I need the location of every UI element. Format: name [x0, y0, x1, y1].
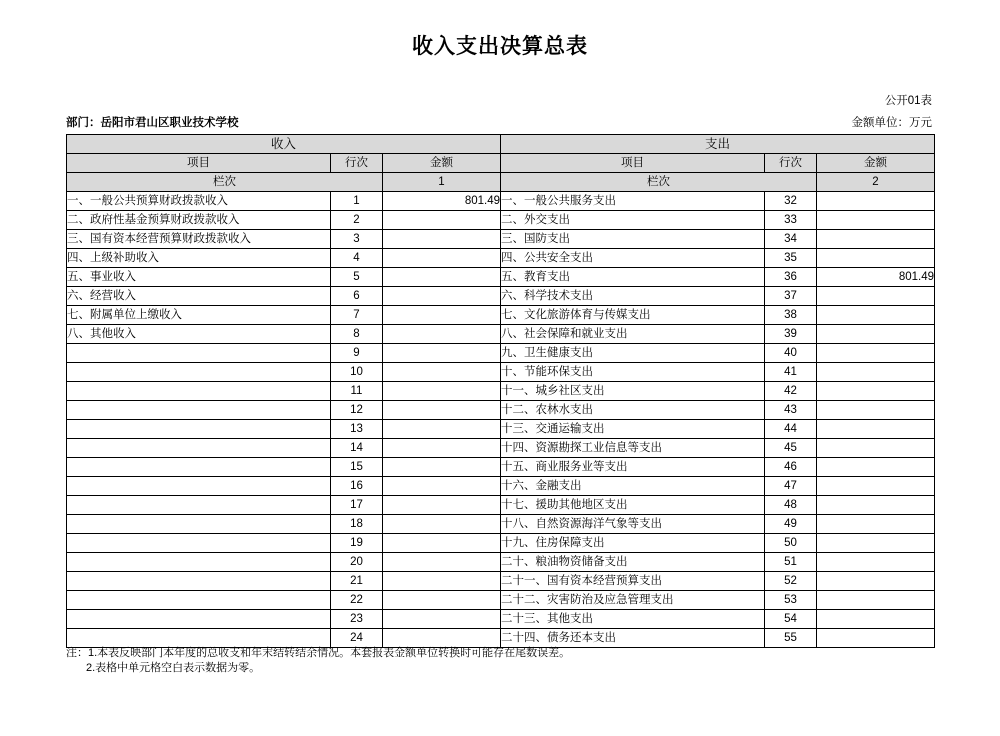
cell-exp-line: 40	[765, 344, 817, 363]
cell-exp-item: 十四、资源勘探工业信息等支出	[501, 439, 765, 458]
cell-exp-item: 十五、商业服务业等支出	[501, 458, 765, 477]
cell-income-amount	[383, 325, 501, 344]
cell-exp-item: 七、文化旅游体育与传媒支出	[501, 306, 765, 325]
table-row	[67, 211, 935, 230]
cell-income-item	[67, 344, 331, 363]
cell-exp-item: 十二、农林水支出	[501, 401, 765, 420]
cell-income-line: 18	[331, 515, 383, 534]
cell-exp-amount	[817, 515, 935, 534]
col-header-income-item: 项目	[67, 154, 331, 173]
cell-income-amount	[383, 534, 501, 553]
cell-exp-line: 43	[765, 401, 817, 420]
table-row	[67, 629, 935, 648]
cell-exp-line: 47	[765, 477, 817, 496]
cell-income-amount	[383, 420, 501, 439]
cell-income-item	[67, 534, 331, 553]
cell-exp-line: 46	[765, 458, 817, 477]
cell-exp-item: 二、外交支出	[501, 211, 765, 230]
cell-exp-amount	[817, 439, 935, 458]
cell-income-line: 6	[331, 287, 383, 306]
table-row	[67, 458, 935, 477]
table-row	[67, 287, 935, 306]
cell-income-line: 9	[331, 344, 383, 363]
table-row	[67, 572, 935, 591]
cell-income-line: 3	[331, 230, 383, 249]
cell-income-amount	[383, 591, 501, 610]
cell-exp-amount	[817, 534, 935, 553]
col-header-income-amount: 金额	[383, 154, 501, 173]
cell-income-item: 一、一般公共预算财政拨款收入	[67, 192, 331, 211]
cell-exp-line: 49	[765, 515, 817, 534]
cell-exp-item: 二十二、灾害防治及应急管理支出	[501, 591, 765, 610]
cell-income-item	[67, 572, 331, 591]
table-row	[67, 344, 935, 363]
column-index-label-income: 栏次	[67, 173, 383, 192]
group-header-expenditure: 支出	[501, 135, 935, 154]
cell-exp-line: 34	[765, 230, 817, 249]
cell-exp-amount	[817, 344, 935, 363]
cell-income-item: 四、上级补助收入	[67, 249, 331, 268]
cell-exp-item: 十九、住房保障支出	[501, 534, 765, 553]
cell-income-amount	[383, 249, 501, 268]
cell-exp-amount	[817, 249, 935, 268]
cell-exp-amount	[817, 211, 935, 230]
col-header-exp-line: 行次	[765, 154, 817, 173]
cell-exp-amount	[817, 591, 935, 610]
cell-exp-amount	[817, 572, 935, 591]
cell-income-item	[67, 458, 331, 477]
cell-income-amount	[383, 401, 501, 420]
cell-income-item: 五、事业收入	[67, 268, 331, 287]
cell-income-item	[67, 629, 331, 648]
cell-income-line: 22	[331, 591, 383, 610]
cell-income-amount	[383, 629, 501, 648]
cell-income-amount	[383, 344, 501, 363]
cell-income-amount	[383, 572, 501, 591]
cell-exp-amount	[817, 458, 935, 477]
cell-exp-item: 四、公共安全支出	[501, 249, 765, 268]
cell-exp-line: 36	[765, 268, 817, 287]
cell-exp-amount	[817, 401, 935, 420]
table-row	[67, 515, 935, 534]
table-body	[67, 192, 935, 648]
cell-income-item	[67, 477, 331, 496]
cell-exp-line: 44	[765, 420, 817, 439]
table-notes	[66, 646, 570, 676]
cell-income-item: 二、政府性基金预算财政拨款收入	[67, 211, 331, 230]
table-row	[67, 420, 935, 439]
cell-exp-item: 二十一、国有资本经营预算支出	[501, 572, 765, 591]
column-index-label-expenditure: 栏次	[501, 173, 817, 192]
cell-exp-item: 十七、援助其他地区支出	[501, 496, 765, 515]
department-label: 部门：岳阳市君山区职业技术学校	[66, 117, 239, 129]
col-header-exp-amount: 金额	[817, 154, 935, 173]
cell-exp-amount	[817, 553, 935, 572]
cell-income-amount	[383, 268, 501, 287]
cell-income-line: 24	[331, 629, 383, 648]
table-row	[67, 382, 935, 401]
page-title: 收入支出决算总表	[412, 35, 588, 58]
table-row	[67, 496, 935, 515]
cell-income-amount	[383, 306, 501, 325]
cell-exp-item: 十、节能环保支出	[501, 363, 765, 382]
cell-exp-line: 53	[765, 591, 817, 610]
cell-exp-line: 37	[765, 287, 817, 306]
table-row	[67, 439, 935, 458]
table-row	[67, 249, 935, 268]
table-row	[67, 268, 935, 287]
cell-exp-line: 38	[765, 306, 817, 325]
cell-exp-amount	[817, 382, 935, 401]
cell-income-line: 16	[331, 477, 383, 496]
cell-exp-amount	[817, 629, 935, 648]
budget-summary-table	[66, 134, 935, 648]
cell-exp-amount	[817, 287, 935, 306]
cell-income-line: 2	[331, 211, 383, 230]
cell-income-amount: 801.49	[383, 192, 501, 211]
cell-exp-amount	[817, 610, 935, 629]
cell-income-line: 12	[331, 401, 383, 420]
cell-exp-item: 二十、粮油物资储备支出	[501, 553, 765, 572]
cell-income-amount	[383, 211, 501, 230]
note-line-1: 注：1.本表反映部门本年度的总收支和年末结转结余情况。本套报表金额单位转换时可能存在尾数误差。	[66, 647, 571, 659]
cell-income-line: 10	[331, 363, 383, 382]
col-header-exp-item: 项目	[501, 154, 765, 173]
table-row	[67, 553, 935, 572]
document-page	[0, 30, 1000, 736]
table-row	[67, 363, 935, 382]
cell-exp-line: 41	[765, 363, 817, 382]
cell-exp-item: 八、社会保障和就业支出	[501, 325, 765, 344]
cell-exp-item: 三、国防支出	[501, 230, 765, 249]
cell-exp-item: 五、教育支出	[501, 268, 765, 287]
cell-income-amount	[383, 230, 501, 249]
table-row	[67, 192, 935, 211]
cell-exp-amount: 801.49	[817, 268, 935, 287]
cell-exp-amount	[817, 496, 935, 515]
cell-income-item	[67, 439, 331, 458]
cell-income-line: 4	[331, 249, 383, 268]
cell-income-line: 14	[331, 439, 383, 458]
cell-income-item	[67, 591, 331, 610]
table-row	[67, 534, 935, 553]
cell-income-line: 5	[331, 268, 383, 287]
table-row	[67, 477, 935, 496]
cell-income-line: 7	[331, 306, 383, 325]
cell-income-line: 15	[331, 458, 383, 477]
cell-income-item	[67, 553, 331, 572]
cell-income-line: 21	[331, 572, 383, 591]
note-line-2: 2.表格中单元格空白表示数据为零。	[86, 662, 261, 674]
cell-exp-amount	[817, 477, 935, 496]
cell-income-amount	[383, 515, 501, 534]
cell-income-amount	[383, 477, 501, 496]
column-index-income: 1	[383, 173, 501, 192]
cell-exp-line: 42	[765, 382, 817, 401]
cell-income-line: 20	[331, 553, 383, 572]
cell-exp-item: 十三、交通运输支出	[501, 420, 765, 439]
cell-income-item: 七、附属单位上缴收入	[67, 306, 331, 325]
cell-income-amount	[383, 363, 501, 382]
column-index-row	[67, 173, 935, 192]
amount-unit-label: 金额单位：万元	[851, 117, 932, 129]
cell-exp-line: 55	[765, 629, 817, 648]
cell-exp-line: 54	[765, 610, 817, 629]
cell-income-item	[67, 515, 331, 534]
cell-income-amount	[383, 287, 501, 306]
cell-exp-amount	[817, 230, 935, 249]
cell-income-item	[67, 363, 331, 382]
cell-income-amount	[383, 553, 501, 572]
cell-exp-item: 二十四、债务还本支出	[501, 629, 765, 648]
cell-exp-amount	[817, 306, 935, 325]
cell-income-line: 17	[331, 496, 383, 515]
column-header-row	[67, 154, 935, 173]
cell-exp-item: 九、卫生健康支出	[501, 344, 765, 363]
cell-income-line: 13	[331, 420, 383, 439]
column-index-expenditure: 2	[817, 173, 935, 192]
cell-exp-line: 35	[765, 249, 817, 268]
cell-exp-item: 一、一般公共服务支出	[501, 192, 765, 211]
cell-exp-item: 二十三、其他支出	[501, 610, 765, 629]
cell-income-item	[67, 420, 331, 439]
cell-income-amount	[383, 610, 501, 629]
cell-income-line: 19	[331, 534, 383, 553]
cell-exp-line: 39	[765, 325, 817, 344]
cell-exp-item: 六、科学技术支出	[501, 287, 765, 306]
cell-exp-line: 50	[765, 534, 817, 553]
form-code: 公开01表	[884, 95, 932, 107]
cell-exp-line: 51	[765, 553, 817, 572]
table-row	[67, 610, 935, 629]
cell-income-item	[67, 610, 331, 629]
cell-exp-line: 32	[765, 192, 817, 211]
meta-row	[66, 114, 932, 130]
cell-income-line: 11	[331, 382, 383, 401]
group-header-income: 收入	[67, 135, 501, 154]
cell-income-line: 1	[331, 192, 383, 211]
table-row	[67, 401, 935, 420]
cell-exp-item: 十八、自然资源海洋气象等支出	[501, 515, 765, 534]
table-row	[67, 306, 935, 325]
cell-income-item	[67, 496, 331, 515]
table-row	[67, 325, 935, 344]
cell-income-line: 8	[331, 325, 383, 344]
table-row	[67, 591, 935, 610]
cell-exp-line: 45	[765, 439, 817, 458]
table-head	[67, 135, 935, 192]
cell-exp-item: 十一、城乡社区支出	[501, 382, 765, 401]
cell-income-amount	[383, 382, 501, 401]
cell-income-item	[67, 401, 331, 420]
table-row	[67, 230, 935, 249]
cell-income-item: 三、国有资本经营预算财政拨款收入	[67, 230, 331, 249]
cell-income-amount	[383, 439, 501, 458]
cell-income-line: 23	[331, 610, 383, 629]
cell-exp-line: 52	[765, 572, 817, 591]
cell-income-item	[67, 382, 331, 401]
cell-exp-line: 48	[765, 496, 817, 515]
cell-exp-amount	[817, 325, 935, 344]
cell-exp-amount	[817, 420, 935, 439]
cell-exp-amount	[817, 363, 935, 382]
cell-exp-line: 33	[765, 211, 817, 230]
cell-income-amount	[383, 458, 501, 477]
cell-income-item: 六、经营收入	[67, 287, 331, 306]
col-header-income-line: 行次	[331, 154, 383, 173]
cell-exp-item: 十六、金融支出	[501, 477, 765, 496]
group-header-row	[67, 135, 935, 154]
cell-income-amount	[383, 496, 501, 515]
cell-exp-amount	[817, 192, 935, 211]
cell-income-item: 八、其他收入	[67, 325, 331, 344]
